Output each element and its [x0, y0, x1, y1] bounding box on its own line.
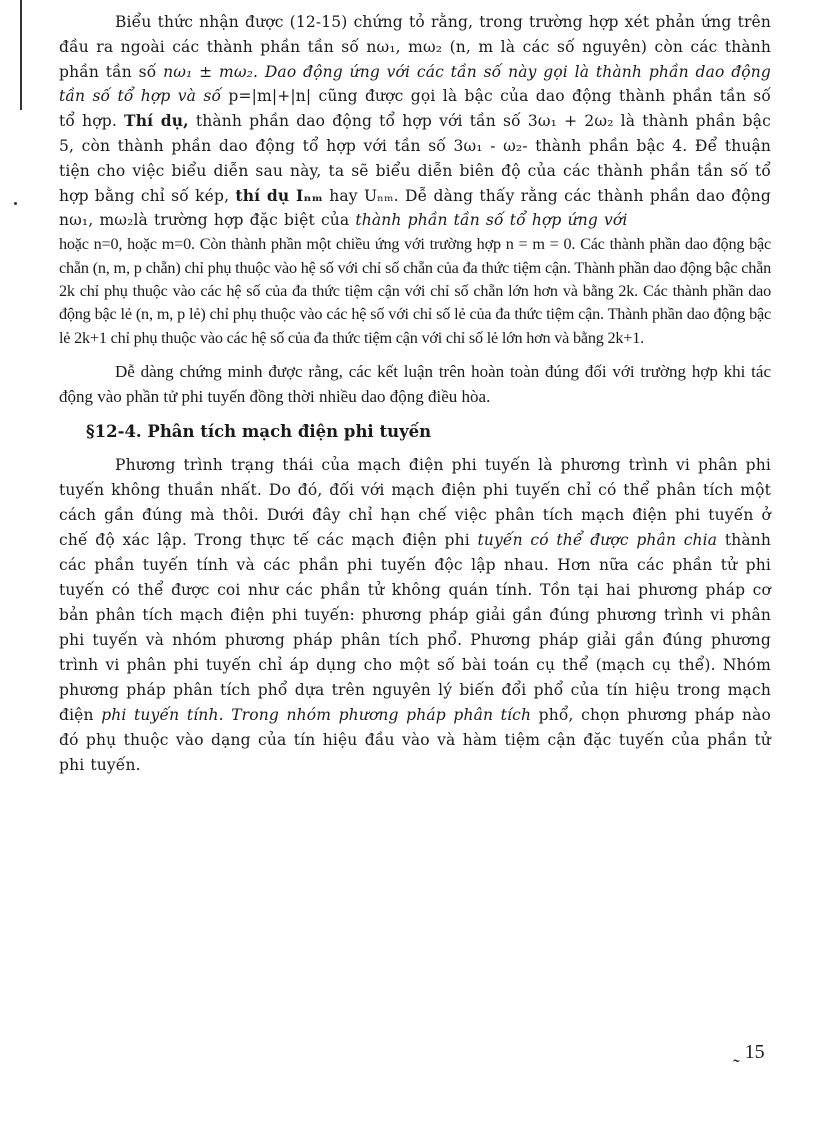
binding-margin-line — [20, 0, 22, 110]
order-formula: p=|m|+|n| — [228, 87, 312, 106]
page-number: ˷ 15 — [733, 1041, 765, 1063]
section-heading: §12-4. Phân tích mạch điện phi tuyến — [86, 422, 432, 442]
paragraph-1: Biểu thức nhận được (12-15) chứng tỏ rằng, trong trường hợp xét phản ứng trên đầu ra ngoài các thành phần tần số nω₁, mω₂ (n, m là các số nguyên) còn các thành phần tần số nω₁ ± mω₂. Dao động ứng với các tần số này gọi là thành phần dao động tần số tổ hợp và số p=|m|+|n| cũng được gọi là bậc của dao động thành phần tần số tổ hợp. Thí dụ, thành phần dao động tổ hợp với tần số 3ω₁ + 2ω₂ là thành phần bậc 5, còn thành phần dao động tổ hợp với tần số 3ω₁ - ω₂- thành phần bậc 4. Để thuận tiện cho việc biểu diễn sau này, ta sẽ biểu diễn biên độ của các thành phần tần số tổ hợp bằng chỉ số kép, thí dụ Iₙₘ hay Uₙₘ. Dễ dàng thấy rằng các thành phần dao động nω₁, mω₂là trường hợp đặc biệt của thành phần tần số tổ hợp ứng với — [59, 13, 771, 230]
margin-dot — [14, 202, 17, 205]
paragraph-4: Phương trình trạng thái của mạch điện phi tuyến là phương trình vi phân phi tuyến không thuần nhất. Do đó, đối với mạch điện phi tuyến chỉ có thể phân tích một cách gần đúng mà thôi. Dưới đây chỉ hạn chế việc phân tích mạch điện phi tuyến ở chế độ xác lập. Trong thực tế các mạch điện phi tuyến có thể được phân chia thành các phần tuyến tính và các phần phi tuyến độc lập nhau. Hơn nữa các phần tử phi tuyến có thể được coi như các phần tử không quán tính. Tồn tại hai phương pháp cơ bản phân tích mạch điện phi tuyến: phương pháp giải gần đúng phương trình vi phân phi tuyến và nhóm phương pháp phân tích phổ. Phương pháp giải gần đúng phương trình vi phân phi tuyến chỉ áp dụng cho một số bài toán cụ thể (mạch cụ thể). Nhóm phương pháp phân tích phổ dựa trên nguyên lý biến đổi phổ của tín hiệu trong mạch điện phi tuyến tính. Trong nhóm phương pháp phân tích phổ, chọn phương pháp nào đó phụ thuộc vào dạng của tín hiệu đầu vào và hàm tiệm cận đặc tuyến của phần tử phi tuyến. — [59, 456, 772, 775]
paragraph-2: hoặc n=0, hoặc m=0. Còn thành phần một chiều ứng với trường hợp n = m = 0. Các thành phần dao động bậc chẵn (n, m, p chẵn) chỉ phụ thuộc vào hệ số với chỉ số chẵn của đa thức tiệm cận. Thành phần dao động bậc chẵn 2k chỉ phụ thuộc vào các hệ số của đa thức tiệm cận với chỉ số chẵn lớn hơn và bằng 2k. Các thành phần dao động bậc lẻ (n, m, p lẻ) chỉ phụ thuộc vào các hệ số với chỉ số lẻ của đa thức tiệm cận. Thành phần dao động bậc lẻ 2k+1 chỉ phụ thuộc vào các hệ số của đa thức tiệm cận với chỉ số lẻ lớn hơn và bằng 2k+1. — [59, 235, 771, 347]
page-content — [59, 10, 771, 778]
paragraph-3: Dễ dàng chứng minh được rằng, các kết luận trên hoàn toàn đúng đối với trường hợp khi tác động vào phần tử phi tuyến đồng thời nhiều dao động điều hòa. — [59, 362, 771, 406]
